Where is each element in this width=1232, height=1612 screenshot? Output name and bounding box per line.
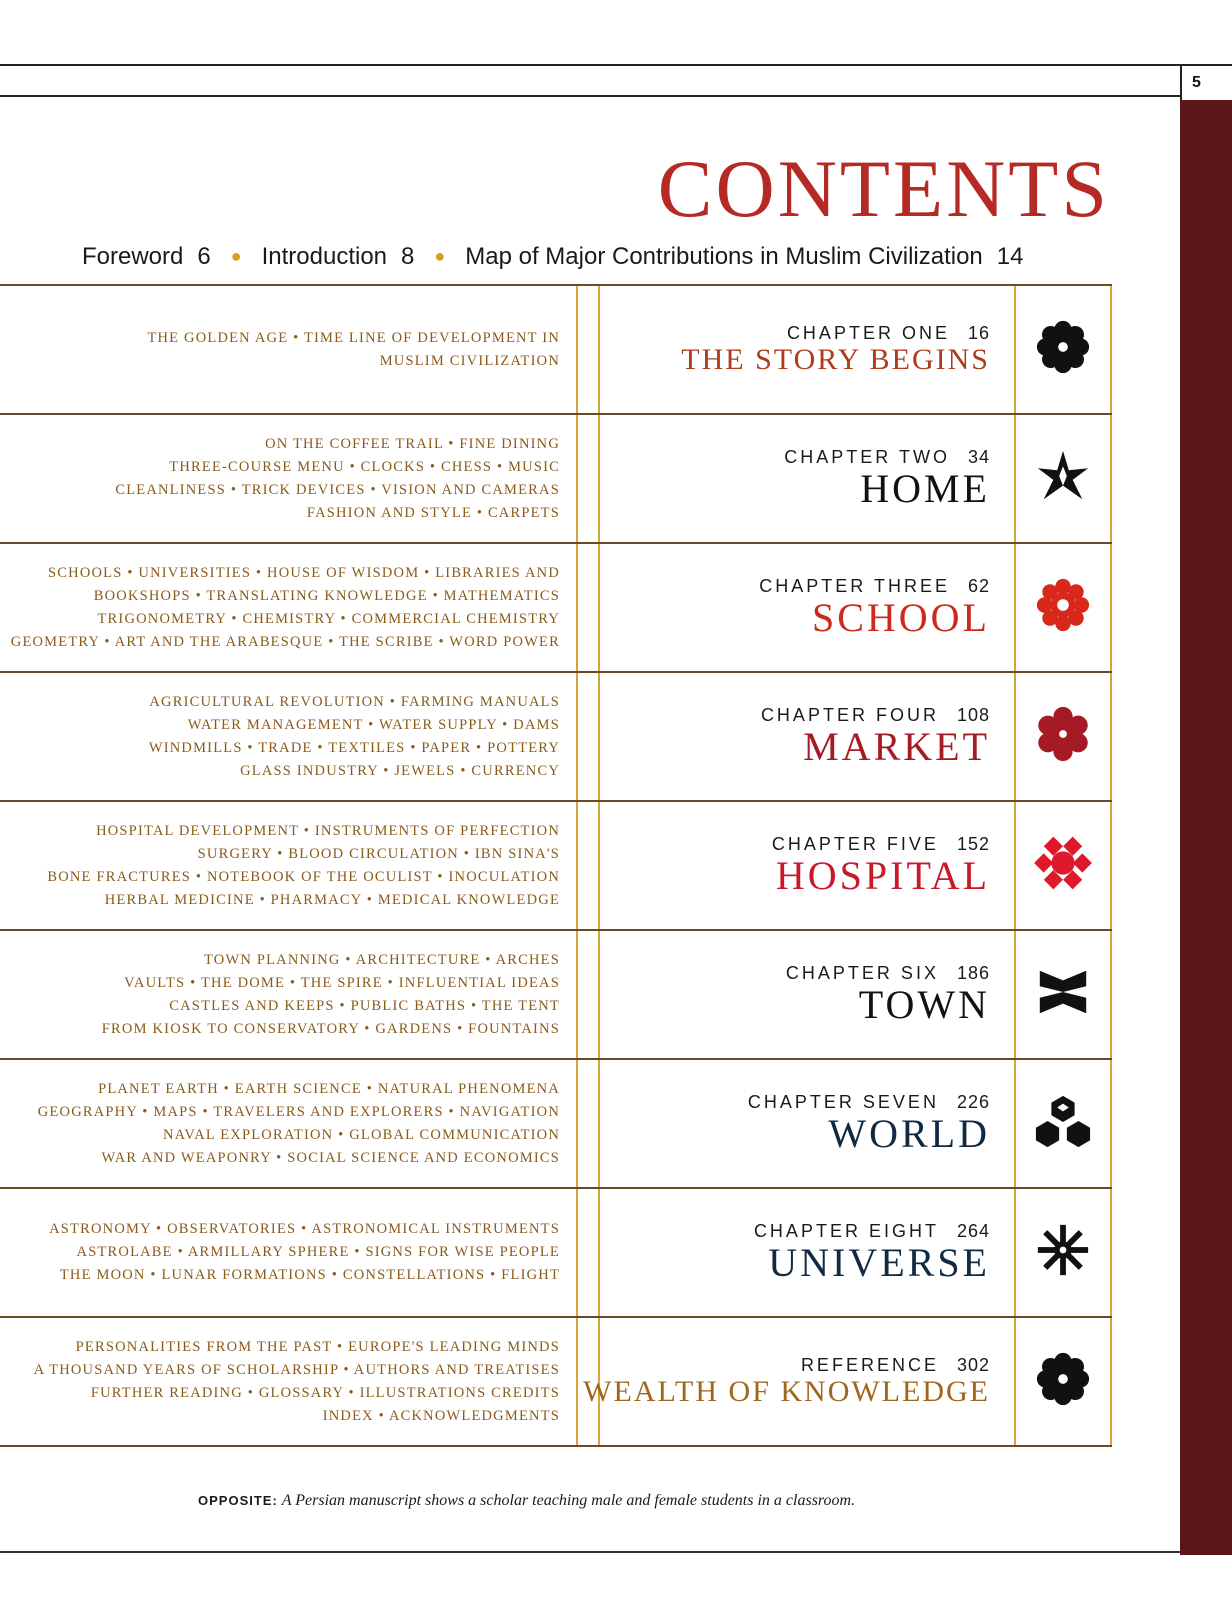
chapter-title: HOSPITAL [775, 853, 990, 898]
chapter-row [0, 1316, 1112, 1447]
map-page: 14 [996, 242, 1024, 270]
separator-dot: ● [434, 246, 446, 267]
chapter-row [0, 800, 1112, 929]
chapter-topics: ON THE COFFEE TRAIL • FINE DINING THREE-COURSE MENU • CLOCKS • CHESS • MUSIC CLEANLINESS • TRICK DEVICES • VISION AND CAMERAS FASHION AND STYLE • CARPETS [115, 435, 560, 521]
asterisk-star-icon [1034, 1221, 1092, 1284]
chapter-page-number: 186 [956, 963, 990, 983]
separator-dot: ● [230, 246, 242, 267]
chapter-page-number: 264 [956, 1221, 990, 1241]
chapter-page-number: 16 [967, 323, 990, 344]
chapter-heading-cell [598, 1189, 1016, 1316]
chapter-topics-cell [0, 1318, 578, 1445]
chapter-title: WEALTH OF KNOWLEDGE [583, 1375, 990, 1409]
chapter-label: CHAPTER SIX [785, 963, 939, 983]
ring-rosette-icon [1034, 576, 1092, 639]
chapter-label-line [786, 963, 990, 984]
front-matter-links [82, 242, 1112, 278]
chapter-row [0, 413, 1112, 542]
chapter-topics-cell [0, 1189, 578, 1316]
chapter-label-line [784, 447, 990, 468]
chapter-page-number: 108 [956, 705, 990, 725]
chapter-label-line [772, 834, 990, 855]
chapter-row [0, 929, 1112, 1058]
cube-triad-icon [1034, 1092, 1092, 1155]
chapter-label-line [801, 1355, 990, 1376]
chapter-label: CHAPTER THREE [759, 576, 950, 596]
chapter-topics: SCHOOLS • UNIVERSITIES • HOUSE OF WISDOM • LIBRARIES AND BOOKSHOPS • TRANSLATING KNOWLEDGE • MATHEMATICS TRIGONOMETRY • CHEMISTRY • COMMERCIAL CHEMISTRY GEOMETRY • ART AND THE ARABESQUE • THE SCRIBE • WORD POWER [10, 564, 560, 650]
chapter-topics: PERSONALITIES FROM THE PAST • EUROPE'S LEADING MINDS A THOUSAND YEARS OF SCHOLARSHIP • AUTHORS AND TREATISES FURTHER READING • GLOSSARY • ILLUSTRATIONS CREDITS INDEX • ACKNOWLEDGMENTS [33, 1338, 560, 1424]
chapter-icon-cell [1016, 673, 1112, 800]
contents-table [0, 284, 1112, 1447]
chapter-icon-cell [1016, 286, 1112, 413]
page-title: CONTENTS [657, 143, 1110, 234]
bottom-rule [0, 1551, 1180, 1553]
chapter-heading-cell [598, 286, 1016, 413]
chapter-topics-cell [0, 286, 578, 413]
chapter-row [0, 671, 1112, 800]
hexagon-petal-icon [1034, 705, 1092, 768]
chapter-label: REFERENCE [800, 1355, 939, 1376]
chapter-topics-cell [0, 544, 578, 671]
bowtie-chevron-icon [1034, 963, 1092, 1026]
caption-lead: OPPOSITE: [198, 1493, 278, 1508]
chapter-topics-cell [0, 931, 578, 1058]
chapter-topics: AGRICULTURAL REVOLUTION • FARMING MANUALS WATER MANAGEMENT • WATER SUPPLY • DAMS WINDMILLS • TRADE • TEXTILES • PAPER • POTTERY GLASS INDUSTRY • JEWELS • CURRENCY [148, 693, 560, 779]
chapter-label: CHAPTER EIGHT [753, 1221, 939, 1241]
introduction-label: Introduction [261, 242, 388, 270]
chapter-heading-cell [598, 931, 1016, 1058]
chapter-page-number: 62 [967, 576, 990, 596]
chapter-label: CHAPTER FOUR [760, 705, 939, 725]
chapter-page-number: 152 [956, 834, 990, 854]
map-label: Map of Major Contributions in Muslim Civilization [465, 242, 983, 270]
chapter-heading-cell [598, 1060, 1016, 1187]
star-cluster-icon [1034, 834, 1092, 897]
chapter-icon-cell [1016, 802, 1112, 929]
chapter-title: UNIVERSE [768, 1240, 990, 1285]
chapter-topics: ASTRONOMY • OBSERVATORIES • ASTRONOMICAL INSTRUMENTS ASTROLABE • ARMILLARY SPHERE • SIGNS FOR WISE PEOPLE THE MOON • LUNAR FORMATIONS • CONSTELLATIONS • FLIGHT [49, 1221, 560, 1283]
flower-rosette-icon [1034, 1350, 1092, 1413]
chapter-topics: THE GOLDEN AGE • TIME LINE OF DEVELOPMENT IN MUSLIM CIVILIZATION [147, 329, 560, 369]
flower-rosette-icon [1034, 318, 1092, 381]
chapter-topics: HOSPITAL DEVELOPMENT • INSTRUMENTS OF PERFECTION SURGERY • BLOOD CIRCULATION • IBN SINA'S BONE FRACTURES • NOTEBOOK OF THE OCULIST • INOCULATION HERBAL MEDICINE • PHARMACY • MEDICAL KNOWLEDGE [47, 822, 560, 908]
chapter-icon-cell [1016, 1060, 1112, 1187]
chapter-row [0, 284, 1112, 413]
chapter-topics-cell [0, 673, 578, 800]
chapter-row [0, 1058, 1112, 1187]
chapter-icon-cell [1016, 544, 1112, 671]
chapter-row [0, 542, 1112, 671]
arrow-star-icon [1034, 447, 1092, 510]
chapter-title: MARKET [803, 724, 990, 769]
chapter-topics-cell [0, 802, 578, 929]
chapter-icon-cell [1016, 415, 1112, 542]
introduction-page: 8 [401, 242, 415, 270]
chapter-label-line [759, 576, 990, 597]
chapter-label-line [761, 705, 990, 726]
chapter-label-line [754, 1221, 990, 1242]
chapter-label: CHAPTER ONE [786, 323, 950, 344]
chapter-heading-cell [583, 1318, 1016, 1445]
chapter-topics-cell [0, 1060, 578, 1187]
chapter-title: HOME [860, 466, 990, 511]
chapter-heading-cell [598, 544, 1016, 671]
chapter-title: TOWN [858, 982, 990, 1027]
chapter-title: SCHOOL [811, 595, 990, 640]
chapter-topics: PLANET EARTH • EARTH SCIENCE • NATURAL PHENOMENA GEOGRAPHY • MAPS • TRAVELERS AND EXPLORERS • NAVIGATION NAVAL EXPLORATION • GLOBAL COMMUNICATION WAR AND WEAPONRY • SOCIAL SCIENCE AND ECONOMICS [37, 1080, 560, 1166]
chapter-page-number: 226 [956, 1092, 990, 1112]
chapter-icon-cell [1016, 931, 1112, 1058]
chapter-title: THE STORY BEGINS [681, 343, 990, 377]
chapter-label-line [787, 323, 990, 344]
chapter-heading-cell [598, 673, 1016, 800]
header-rule [0, 95, 1180, 97]
foreword-page: 6 [197, 242, 211, 270]
chapter-title: WORLD [828, 1111, 990, 1156]
top-rule [0, 64, 1232, 66]
side-color-band [1180, 100, 1232, 1555]
chapter-page-number: 302 [956, 1355, 990, 1376]
chapter-topics-cell [0, 415, 578, 542]
chapter-icon-cell [1016, 1189, 1112, 1316]
chapter-label: CHAPTER SEVEN [747, 1092, 939, 1112]
chapter-page-number: 34 [967, 447, 990, 467]
caption-text: A Persian manuscript shows a scholar teaching male and female students in a classroom. [281, 1492, 856, 1509]
chapter-heading-cell [598, 415, 1016, 542]
chapter-label: CHAPTER FIVE [771, 834, 939, 854]
chapter-row [0, 1187, 1112, 1316]
foreword-label: Foreword [82, 242, 184, 270]
chapter-topics: TOWN PLANNING • ARCHITECTURE • ARCHES VAULTS • THE DOME • THE SPIRE • INFLUENTIAL IDEAS CASTLES AND KEEPS • PUBLIC BATHS • THE TENT FROM KIOSK TO CONSERVATORY • GARDENS • FOUNTAINS [101, 951, 560, 1037]
chapter-icon-cell [1016, 1318, 1112, 1445]
chapter-heading-cell [598, 802, 1016, 929]
chapter-label: CHAPTER TWO [784, 447, 950, 467]
page-number: 5 [1180, 66, 1232, 100]
chapter-label-line [748, 1092, 990, 1113]
image-caption [198, 1492, 855, 1510]
